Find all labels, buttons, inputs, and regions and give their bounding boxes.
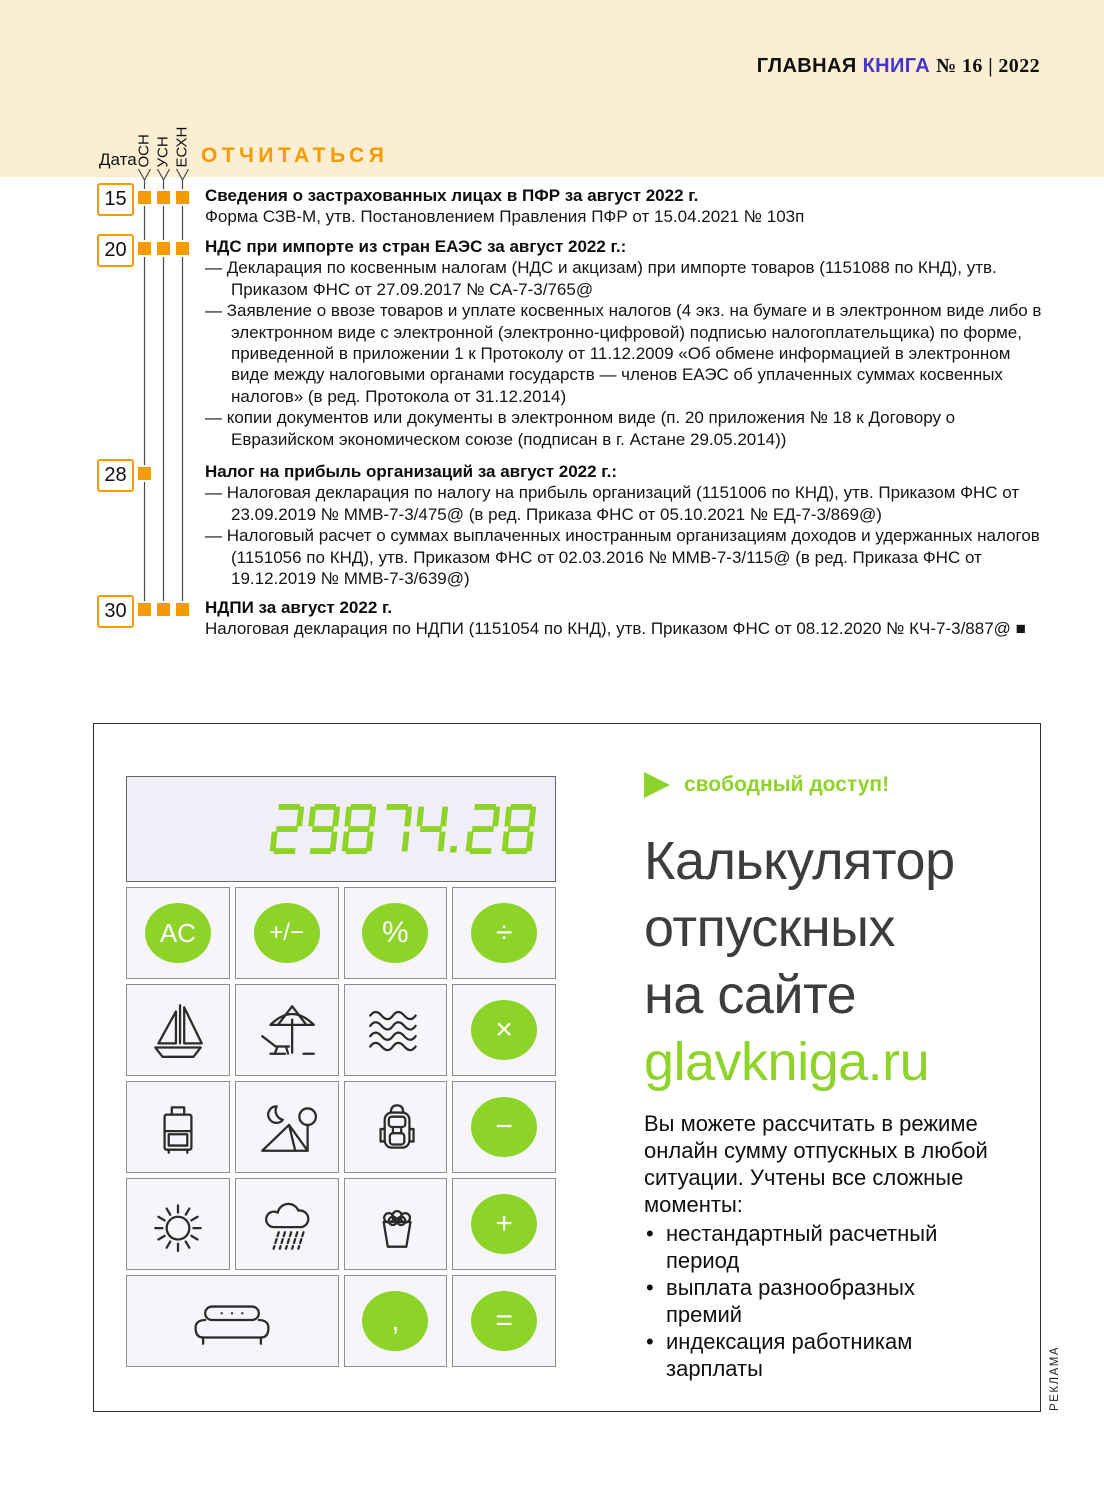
entry-item: — Налоговая декларация по налогу на прибыль организаций (1151006 по КНД), утв. Приказом ФНС от 23.09.2019 № ММВ-7-3/475@ (в ред. Приказа ФНС от 05.10.2021 № ЕД-7-3/869@) [205, 483, 1020, 524]
regime-marker [176, 242, 189, 255]
rain-cloud-icon [254, 1191, 320, 1257]
entry-item: — Заявление о ввозе товаров и уплате косвенных налогов (4 экз. на бумаге и в электронном виде либо в электронном виде с электронной (электронно-цифровой) подписью налогоплательщика) по форме, приведенной в приложении 1 к Протоколу от 11.12.2009 «Об обмене информацией в электронном виде между налоговыми органами государств — членов ЕАЭС об уплаченных суммах косвенных налогов» (в ред. Протокола от 31.12.2014) [205, 301, 1042, 406]
sun-icon [145, 1191, 211, 1257]
calendar-entry-30 [205, 597, 1048, 640]
calc-cell [452, 1178, 556, 1270]
ad-body-text: Вы можете рассчитать в режиме онлайн сумму отпускных в любой ситуации. Учтены все сложные моменты: [644, 1111, 988, 1217]
regime-label-osn: ОСН [135, 134, 153, 168]
regime-marker [157, 603, 170, 616]
calc-cell [126, 984, 230, 1076]
entry-title: Сведения о застрахованных лицах в ПФР за август 2022 г. [205, 186, 699, 205]
calc-key-ac[interactable]: AC [145, 903, 211, 963]
magazine-title-black: ГЛАВНАЯ [756, 55, 857, 77]
calc-cell [452, 984, 556, 1076]
suitcase-icon [145, 1094, 211, 1160]
regime-marker [157, 242, 170, 255]
ad-bullet-list [644, 1220, 996, 1382]
regime-marker [138, 603, 151, 616]
advertisement-box [93, 723, 1041, 1412]
bullet-item: • выплата разнообразных премий [644, 1274, 996, 1328]
regime-label-eshn: ЕСХН [173, 126, 191, 168]
entry-note: Налоговая декларация по НДПИ (1151054 по КНД), утв. Приказом ФНС от 08.12.2020 № КЧ-7-3/887@ ■ [205, 619, 1026, 639]
calc-display [126, 776, 556, 882]
vacation-calculator [126, 776, 556, 1367]
calc-key-multiply[interactable]: × [471, 1000, 537, 1060]
sofa-icon [170, 1288, 294, 1354]
sailboat-icon [145, 997, 211, 1063]
headline-line: отпускных [644, 898, 895, 958]
free-access-badge [644, 772, 1044, 798]
entry-item: — копии документов или документы в электронном виде (п. 20 приложения № 18 к Договору о Евразийском экономическом союзе (подписан в г. Астане 29.05.2014)) [205, 408, 956, 449]
entry-item: — Декларация по косвенным налогам (НДС и акцизам) при импорте товаров (1151088 по КНД), утв. Приказом ФНС от 27.09.2017 № СА-7-3/765@ [205, 258, 997, 299]
calendar-entry-28 [205, 461, 1048, 589]
ad-text-column [644, 768, 1044, 1382]
headline-line: Калькулятор [644, 831, 955, 891]
regime-marker [138, 467, 151, 480]
entry-title: НДПИ за август 2022 г. [205, 598, 393, 617]
entry-item: — Налоговый расчет о суммах выплаченных иностранным организациям доходов и удержанных налогов (1151056 по КНД), утв. Приказом ФНС от 02.03.2016 № ММВ-7-3/115@ (в ред. Приказа ФНС от 19.12.2019 № ММВ-7-3/639@) [205, 526, 1040, 589]
calc-cell [235, 887, 339, 979]
calc-cell [344, 1178, 448, 1270]
calc-key-equals[interactable]: = [471, 1291, 537, 1351]
calendar-entry-20 [205, 236, 1048, 450]
bullet-item: • индексация работникам зарплаты [644, 1328, 996, 1382]
magazine-header [757, 55, 1040, 78]
backpack-icon [362, 1094, 428, 1160]
calendar-entry-15 [205, 185, 1048, 228]
calc-cell [452, 1275, 556, 1367]
play-triangle-icon [644, 772, 670, 798]
calc-key-plus[interactable]: + [471, 1194, 537, 1254]
issue-number: № 16 | 2022 [936, 55, 1040, 77]
regime-marker [176, 191, 189, 204]
calc-cell [344, 1275, 448, 1367]
section-title: ОТЧИТАТЬСЯ [201, 144, 389, 167]
calc-key-comma[interactable]: , [362, 1291, 428, 1351]
date-box-28: 28 [97, 459, 134, 492]
date-box-15: 15 [97, 183, 134, 216]
calc-cell [452, 1081, 556, 1173]
calc-cell [126, 1178, 230, 1270]
calc-cell [344, 984, 448, 1076]
entry-title: НДС при импорте из стран ЕАЭС за август 2022 г.: [205, 237, 627, 256]
site-link[interactable]: glavkniga.ru [644, 1032, 930, 1092]
regime-marker [157, 191, 170, 204]
bullet-item: • нестандартный расчетный период [644, 1220, 996, 1274]
entry-note: Форма СЗВ-М, утв. Постановлением Правления ПФР от 15.04.2021 № 103п [205, 207, 805, 227]
calc-cell [344, 1081, 448, 1173]
date-column-label: Дата [99, 150, 137, 169]
badge-label: свободный доступ! [684, 773, 890, 796]
calc-cell [235, 984, 339, 1076]
calc-cell [235, 1081, 339, 1173]
headline-line: на сайте [644, 965, 857, 1025]
regime-marker [176, 603, 189, 616]
calc-cell [344, 887, 448, 979]
date-box-20: 20 [97, 234, 134, 267]
sea-waves-icon [362, 997, 428, 1063]
calc-key-percent[interactable]: % [362, 903, 428, 963]
ad-headline [644, 828, 1044, 1096]
beach-lounger-icon [254, 997, 320, 1063]
calc-key-divide[interactable]: ÷ [471, 903, 537, 963]
regime-marker [138, 242, 151, 255]
reklama-label: РЕКЛАМА [1049, 1345, 1061, 1411]
night-camping-icon [254, 1094, 320, 1160]
berry-bucket-icon [362, 1191, 428, 1257]
calc-key-minus[interactable]: − [471, 1097, 537, 1157]
magazine-title-accent: КНИГА [862, 55, 931, 77]
regime-label-usn: УСН [154, 136, 172, 168]
calc-cell [452, 887, 556, 979]
calc-cell [126, 1081, 230, 1173]
date-box-30: 30 [97, 595, 134, 628]
calc-cell [126, 1275, 339, 1367]
regime-marker [138, 191, 151, 204]
entry-title: Налог на прибыль организаций за август 2022 г.: [205, 462, 618, 481]
calc-key-plusminus[interactable]: +/− [254, 903, 320, 963]
calc-cell [126, 887, 230, 979]
calc-cell [235, 1178, 339, 1270]
